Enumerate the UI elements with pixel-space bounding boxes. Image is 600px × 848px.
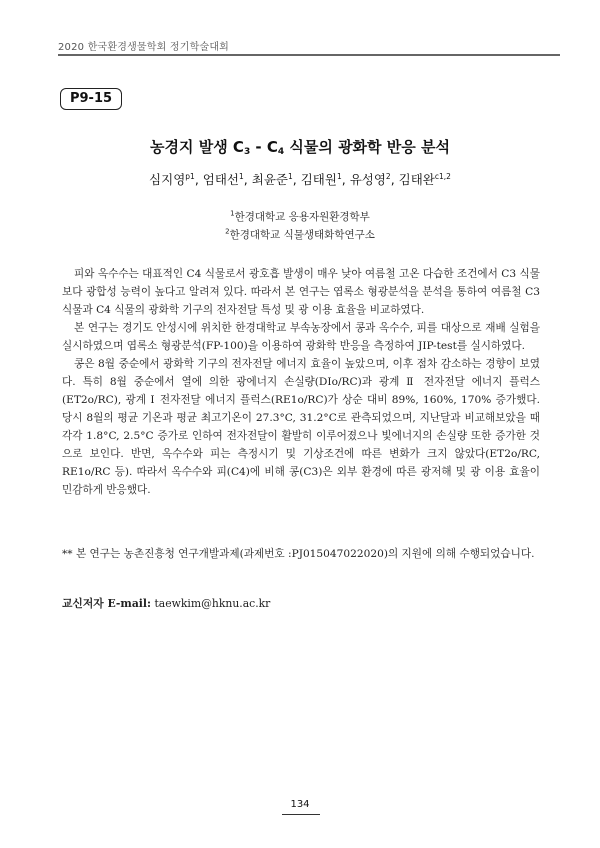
abstract-paragraph: 콩은 8월 중순에서 광화학 기구의 전자전달 에너지 효율이 높았으며, 이후 점차 감소하는 경향이 보였다. 특히 8월 중순에서 열에 의한 광에너지 손실량(DIo/RC)과 광계 Ⅱ 전자전달 에너지 플럭스(ET2o/RC), 광계 Ⅰ 전자전달 에너지 플럭스(RE1o/RC)가 상순 대비 89%, 160%, 170% 증가했다. 당시 8월의 평균 기온과 평균 최고기온이 27.3°C, 31.2°C로 관측되었으며, 지난달과 비교해보았을 때 각각 1.8°C, 2.5°C 증가로 인하여 전자전달이 활발히 이루어졌으나 빛에너지의 손실량 또한 증가한 것으로 보인다. 반면, 옥수수와 피는 측정시기 및 기상조건에 따른 변화가 크지 않았다(ET2o/RC, RE1o/RC 등). 따라서 옥수수와 피(C4)에 비해 콩(C3)은 외부 환경에 따른 광저해 및 광 이용 효율이 민감하게 반응했다. [62,358,540,496]
affiliation-number: 1 [230,209,235,218]
title-part-3: 식물의 광화학 반응 분석 [284,138,450,156]
title-subscript-1: 3 [243,147,251,157]
abstract-paragraph: 피와 옥수수는 대표적인 C4 식물로서 광호흡 발생이 매우 낮아 여름철 고온 다습한 조건에서 C3 식물 보다 광합성 능력이 높다고 알려져 있다. 따라서 본 연구는 엽록소 형광분석을 분석을 통하여 여름철 C3식물과 C4 식물의 광화학 기구의 전자전달 특성 및 광 이용 효율을 비교하였다. [62,268,540,316]
author-name: 유성영 [349,172,386,187]
author-list: 심지영$^{p1}$, 엄태선$^1$, 최윤준$^1$, 김태원$^1$, 유성영$^2$, 김태완$^{c1,2}$ [149,171,451,187]
author-name: 김태원 [300,172,337,187]
author-name: 최윤준 [251,172,288,187]
contact-email: taewkim@hknu.ac.kr [154,597,271,610]
affiliation-number: 2 [225,227,230,236]
author-name: 김태완 [398,172,435,187]
title-subscript-2: 4 [277,147,285,157]
page-number: 134 [290,799,310,810]
author-name: 심지영 [149,172,186,187]
contact-label: 교신저자 E-mail: [62,597,151,610]
author-affiliation-mark: p1 [185,171,195,181]
paper-title [0,136,600,157]
corresponding-author [62,596,270,611]
author-name: 엄태선 [202,172,240,187]
abstract-paragraph: 본 연구는 경기도 안성시에 위치한 한경대학교 부속농장에서 콩과 옥수수, 피를 대상으로 재배 실험을 실시하였으며 엽록소 형광분석(FP-100)을 이용하여 광화학 반응을 측정하여 JIP-test를 실시하였다. [62,322,540,352]
affiliation-line [0,227,600,242]
funding-note: ** 본 연구는 농촌진흥청 연구개발과제(과제번호 :PJ015047022020)의 지원에 의해 수행되었습니다. [62,548,535,560]
author-affiliation-mark: 1 [336,171,342,181]
page-number-underline [282,814,320,815]
affiliation-line [0,209,600,224]
header-divider [58,54,560,56]
author-affiliation-mark: 1 [287,171,293,181]
author-affiliation-mark: 2 [385,171,391,181]
abstract-body [62,265,540,499]
affiliation-text: 한경대학교 식물생태화학연구소 [229,229,375,241]
poster-id-badge: P9-15 [60,88,122,110]
author-affiliation-mark: 1 [239,171,244,181]
title-part-1: 농경지 발생 C [150,138,244,156]
author-affiliation-mark: c1,2 [434,171,451,181]
title-part-2: - C [250,138,278,156]
running-header: 2020 한국환경생물학회 정기학술대회 [58,42,230,53]
affiliation-text: 한경대학교 응용자원환경학부 [234,211,370,223]
